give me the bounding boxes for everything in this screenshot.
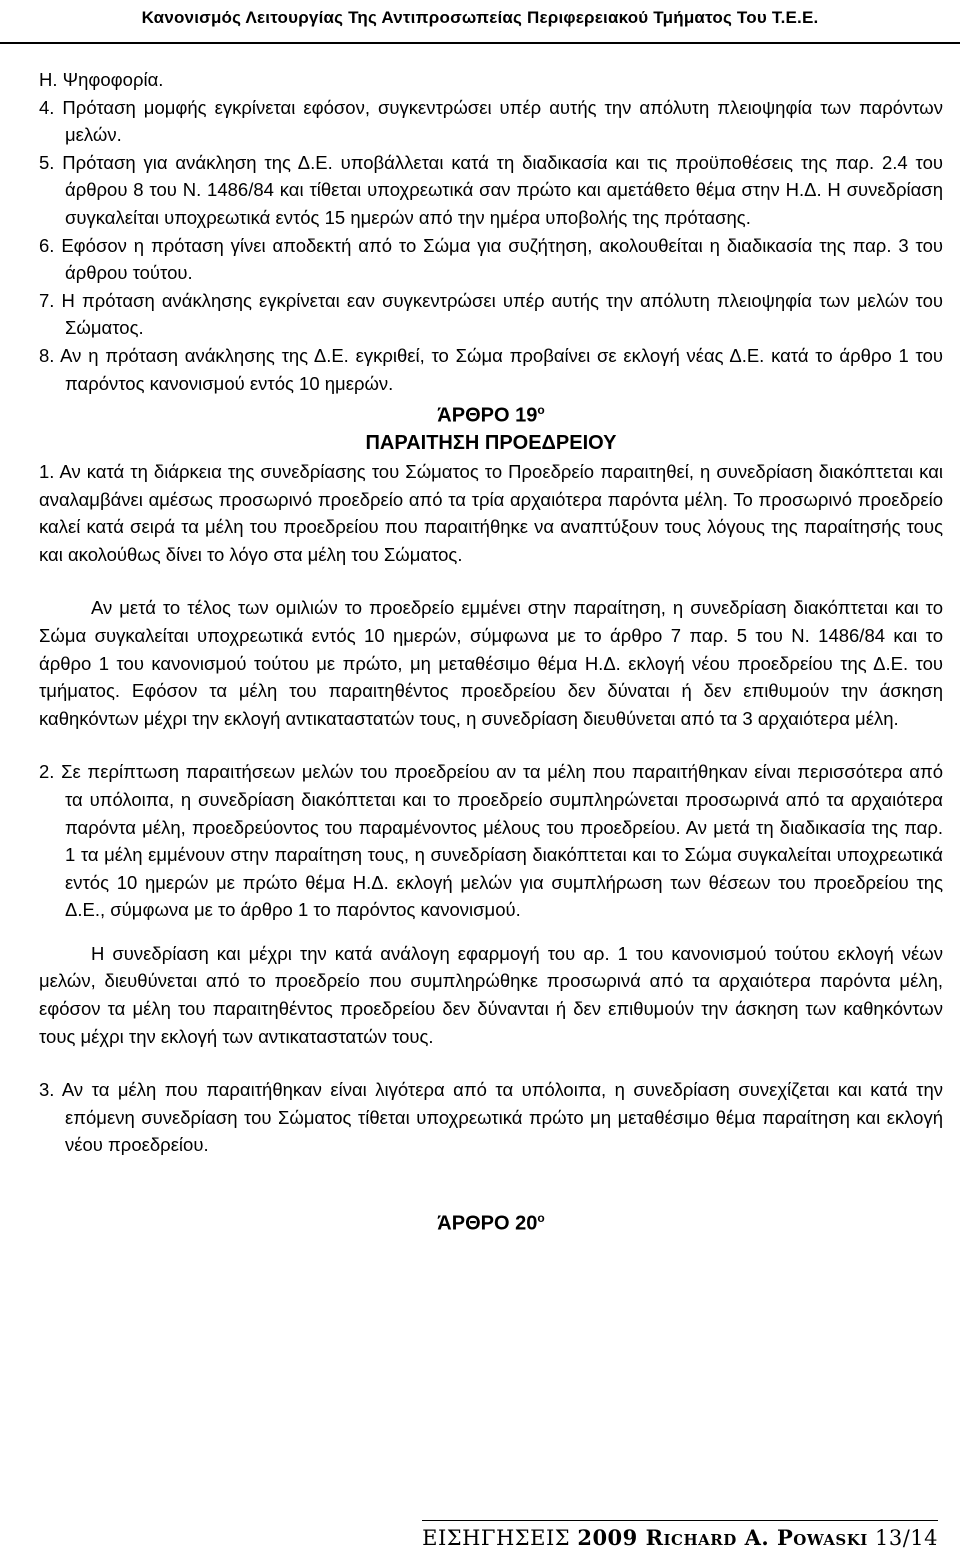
voting-heading: Η. Ψηφοφορία. [39,69,164,90]
list-item: 7. Η πρόταση ανάκλησης εγκρίνεται εαν συγκεντρώσει υπέρ αυτής την απόλυτη πλειοψηφία των μελών του Σώματος. [39,289,943,339]
paragraph: 2. Σε περίπτωση παραιτήσεων μελών του προεδρείου αν τα μέλη που παραιτήθηκαν είναι περισσότερα από τα υπόλοιπα, η συνεδρίαση διακόπτεται και το προεδρείο συμπληρώνεται προσωρινά από τα αρχαιότερα παρόντα μέλη, προεδρεύοντος του παραμένοντος μέλους του προεδρείου. Αν μετά τη διαδικασία της παρ. 1 τα μέλη εμμένουν στην παραίτηση τους, η συνεδρίαση διακόπτεται και το Σώμα συγκαλείται υποχρεωτικά εντός 10 ημερών με πρώτο θέμα Η.Δ. εκλογή μελών για συμπλήρωση των θέσεων του προεδρείου της Δ.Ε., σύμφωνα με το άρθρο 1 το παρόντος κανονισμού. [39,761,943,921]
article-20-number: ΆΡΘΡΟ $20^o$ [437,1211,545,1235]
document-body [39,66,943,1238]
footer-page-number: 13/14 [874,1526,938,1550]
paragraph: 1. Αν κατά τη διάρκεια της συνεδρίασης του Σώματος το Προεδρείο παραιτηθεί, η συνεδρίαση διακόπτεται και αναλαμβάνει αμέσως προσωρινό προεδρείο από τα τρία αρχαιότερα παρόντα μέλη. Το προσωρινό προεδρείο καλεί κατά σειρά τα μέλη του προεδρείου που παραιτήθηκε να αναπτύξουν τους λόγους της παραίτησής τους και ακολούθως δίνει το λόγο στα μέλη του Σώματος. [39,460,943,565]
footer-author: 2009 Richard A. Powaski [577,1525,868,1550]
header-title: Κανονισμός Λειτουργίας Της Αντιπροσωπείας Περιφερειακού Τμήματος Του Τ.Ε.Ε. [141,8,819,27]
page-header [0,0,960,44]
page-footer [422,1525,938,1553]
paragraph: 3. Αν τα μέλη που παραιτήθηκαν είναι λιγότερα από τα υπόλοιπα, η συνεδρίαση συνεχίζεται και κατά την επόμενη συνεδρίαση του Σώματος τίθεται υποχρεωτικά πρώτο μη μεταθέσιμο θέμα παραίτηση και εκλογή νέου προεδρείου. [39,1079,943,1156]
paragraph: Αν μετά το τέλος των ομιλιών το προεδρείο εμμένει στην παραίτηση, η συνεδρίαση διακόπτεται και το Σώμα συγκαλείται υποχρεωτικά εντός 10 ημερών, σύμφωνα με το άρθρο 7 παρ. 5 του Ν. 1486/84 και το άρθρο 1 του κανονισμού τούτου με πρώτο, μη μεταθέσιμο θέμα Η.Δ. εκλογή νέου προεδρείου της Δ.Ε. του τμήματος. Εφόσον τα μέλη του παραιτηθέντος προεδρείου δεν δύναται ή δεν επιθυμούν την άσκηση καθηκόντων μέχρι την εκλογή αντικαταστατών τους, η συνεδρίαση διευθύνεται από τα 3 αρχαιότερα μέλη. [39,597,943,729]
list-item: 6. Εφόσον η πρόταση γίνει αποδεκτή από το Σώμα για συζήτηση, ακολουθείται η διαδικασία της παρ. 3 του άρθρου τούτου. [39,234,943,284]
footer-label: ΕΙΣΗΓΗΣΕΙΣ [422,1526,571,1550]
footer-rule [422,1520,938,1521]
article-19-title: ΠΑΡΑΙΤΗΣΗ ΠΡΟΕΔΡΕΙΟΥ [365,432,617,455]
list-item: 4. Πρόταση μομφής εγκρίνεται εφόσον, συγκεντρώσει υπέρ αυτής την απόλυτη πλειοψηφία των παρόντων μελών. [39,96,943,146]
list-item: 5. Πρόταση για ανάκληση της Δ.Ε. υποβάλλεται κατά τη διαδικασία και τις προϋποθέσεις της παρ. 2.4 του άρθρου 8 του Ν. 1486/84 και τίθεται υποχρεωτικά σαν πρώτο και αμετάθετο θέμα στην Η.Δ. Η συνεδρίαση συγκαλείται υποχρεωτικά εντός 15 ημερών από την ημέρα υποβολής της πρότασης. [39,151,943,228]
paragraph: Η συνεδρίαση και μέχρι την κατά ανάλογη εφαρμογή του αρ. 1 του κανονισμού τούτου εκλογή νέων μελών, διευθύνεται από το προεδρείο που συμπληρώθηκε προσωρινά από τα αρχαιότερα παρόντα μέλη, εφόσον τα μέλη του παραιτηθέντος προεδρείου δεν δύνανται ή δεν επιθυμούν την άσκηση των καθηκόντων τους μέχρι την εκλογή των αντικαταστατών τους. [39,942,943,1047]
list-item: 8. Αν η πρόταση ανάκλησης της Δ.Ε. εγκριθεί, το Σώμα προβαίνει σε εκλογή νέας Δ.Ε. κατά το άρθρο 1 του παρόντος κανονισμού εντός 10 ημερών. [39,344,943,394]
article-19-number: ΆΡΘΡΟ $19^o$ [437,403,545,427]
